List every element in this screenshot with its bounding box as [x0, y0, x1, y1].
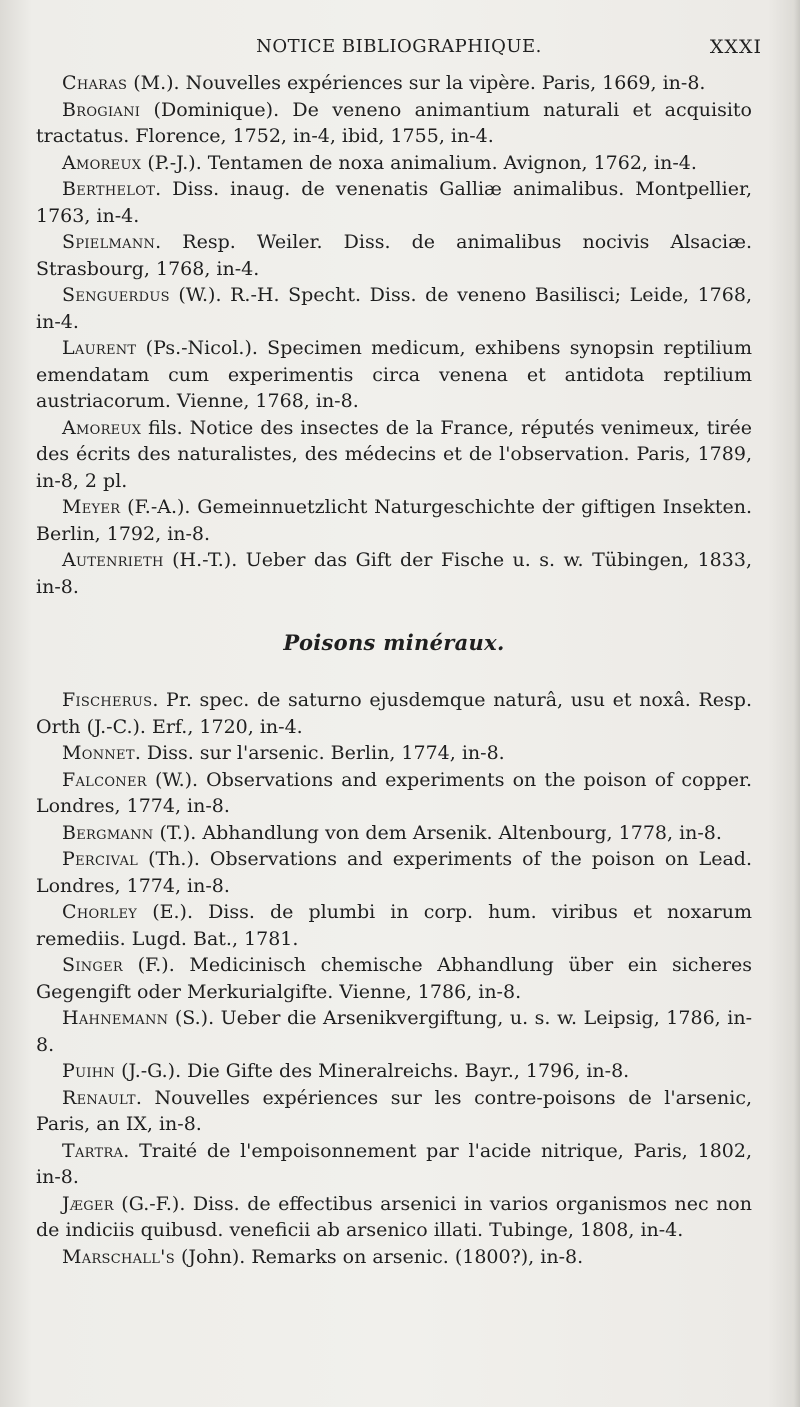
entry-text: (W.). Observations and experiments on the poison of copper. Londres, 1774, in-8. — [36, 768, 752, 817]
page-edge-shadow — [794, 0, 800, 1407]
entry-author: Senguerdus — [62, 284, 170, 306]
bibliography-entry — [36, 820, 752, 847]
entry-text: . Diss. inaug. de venenatis Galliæ animalibus. Montpellier, 1763, in-4. — [36, 178, 752, 227]
entry-author: Bergmann — [62, 821, 154, 844]
bibliography-entry — [36, 335, 752, 415]
entry-author: Hahnemann — [62, 1007, 169, 1029]
entry-author: Marschall's — [62, 1245, 175, 1268]
entry-text: . Nouvelles expériences sur les contre-poisons de l'arsenic, Paris, an IX, in-8. — [36, 1086, 752, 1135]
entry-text: (F.-A.). Gemeinnuetzlicht Naturgeschichte der giftigen Insekten. Berlin, 1792, in-8. — [36, 496, 752, 545]
entry-text: (P.-J.). Tentamen de noxa animalium. Avignon, 1762, in-4. — [141, 151, 697, 174]
entry-text: (W.). R.-H. Specht. Diss. de veneno Basilisci; Leide, 1768, in-4. — [36, 284, 752, 333]
entry-text: (G.-F.). Diss. de effectibus arsenici in varios organismos nec non de indiciis quibusd. veneficii ab arsenico illati. Tubinge, 1808, in-4. — [36, 1192, 752, 1241]
bibliography-entry — [36, 415, 752, 495]
entry-text: . Traité de l'empoisonnement par l'acide nitrique, Paris, 1802, in-8. — [36, 1139, 752, 1188]
bibliography-entry — [36, 1138, 752, 1191]
bibliography-entry — [36, 952, 752, 1005]
entry-text: . Pr. spec. de saturno ejusdemque naturâ, usu et noxâ. Resp. Orth (J.-C.). Erf., 1720, in-4. — [36, 689, 752, 738]
entry-author: Charas — [62, 72, 128, 94]
bibliography-entry — [36, 494, 752, 547]
page-header — [36, 36, 762, 60]
entry-author: Puihn — [62, 1060, 116, 1082]
running-title: NOTICE BIBLIOGRAPHIQUE. — [256, 36, 542, 57]
entry-author: Laurent — [62, 337, 137, 359]
entry-author: Fischerus — [62, 689, 153, 711]
entry-text: (Th.). Observations and experiments of the poison on Lead. Londres, 1774, in-8. — [36, 848, 752, 897]
entry-author: Percival — [62, 848, 139, 870]
entry-author: Renault — [62, 1086, 136, 1109]
bibliography-entry — [36, 687, 752, 740]
entry-author: Falconer — [62, 768, 147, 791]
entry-text: (J.-G.). Die Gifte des Mineralreichs. Bayr., 1796, in-8. — [115, 1060, 630, 1082]
entry-author: Amoreux — [62, 416, 142, 439]
bibliography-entry — [36, 229, 752, 282]
entry-text: fils. Notice des insectes de la France, réputés venimeux, tirée des écrits des naturalistes, des médecins et de l'observation. Paris, 1789, in-8, 2 pl. — [36, 416, 752, 492]
entry-text: (F.). Medicinisch chemische Abhandlung über ein sicheres Gegengift oder Merkurialgifte. Vienne, 1786, in-8. — [36, 954, 752, 1003]
entry-text: . Resp. Weiler. Diss. de animalibus nocivis Alsaciæ. Strasbourg, 1768, in-4. — [36, 231, 752, 280]
bibliography-entry — [36, 282, 752, 335]
entry-text: (Ps.-Nicol.). Specimen medicum, exhibens synopsin reptilium emendatam cum experimentis circa venena et antidota reptilium austriacorum. Vienne, 1768, in-8. — [36, 337, 752, 412]
entry-text: (E.). Diss. de plumbi in corp. hum. viribus et noxarum remediis. Lugd. Bat., 1781. — [36, 901, 752, 950]
entry-text: (H.-T.). Ueber das Gift der Fische u. s. w. Tübingen, 1833, in-8. — [36, 549, 752, 598]
bibliography-entry — [36, 1058, 752, 1085]
bibliography-entry — [36, 1085, 752, 1138]
page-number: XXXI — [709, 36, 762, 58]
section-heading: Poisons minéraux. — [283, 630, 505, 655]
bibliography-entry — [36, 97, 752, 150]
bibliography-entry — [36, 740, 752, 767]
bibliography-entry — [36, 150, 752, 177]
entry-text: . Diss. sur l'arsenic. Berlin, 1774, in-8. — [134, 742, 505, 764]
entry-author: Jæger — [62, 1192, 114, 1215]
entries-top — [36, 70, 752, 600]
entry-author: Tartra — [62, 1139, 124, 1162]
bibliography-entry — [36, 1005, 752, 1058]
entry-author: Singer — [62, 954, 123, 976]
entry-author: Amoreux — [62, 151, 142, 174]
entry-text: (Dominique). De veneno animantium naturali et acquisito tractatus. Florence, 1752, in-4, ibid, 1755, in-4. — [36, 98, 752, 147]
entries-bottom — [36, 687, 752, 1270]
bibliography-entry — [36, 767, 752, 820]
bibliography-entry — [36, 176, 752, 229]
entry-text: (John). Remarks on arsenic. (1800?), in-8. — [174, 1245, 584, 1268]
entry-author: Brogiani — [62, 98, 141, 121]
bibliography-entry — [36, 547, 752, 600]
entry-text: (T.). Abhandlung von dem Arsenik. Altenbourg, 1778, in-8. — [153, 821, 722, 844]
entry-author: Meyer — [62, 496, 121, 518]
entry-text: (M.). Nouvelles expériences sur la vipère. Paris, 1669, in-8. — [127, 72, 706, 94]
bibliography-entry — [36, 846, 752, 899]
bibliography-entry — [36, 899, 752, 952]
entry-author: Spielmann — [62, 231, 156, 253]
bibliography-entry — [36, 1191, 752, 1244]
page-content — [36, 70, 752, 1270]
entry-author: Autenrieth — [62, 549, 164, 571]
bibliography-entry — [36, 70, 752, 97]
entry-author: Berthelot — [62, 178, 156, 200]
entry-author: Monnet — [62, 742, 135, 764]
entry-text: (S.). Ueber die Arsenikvergiftung, u. s. w. Leipsig, 1786, in-8. — [36, 1007, 752, 1056]
entry-author: Chorley — [62, 901, 138, 923]
bibliography-entry — [36, 1244, 752, 1271]
